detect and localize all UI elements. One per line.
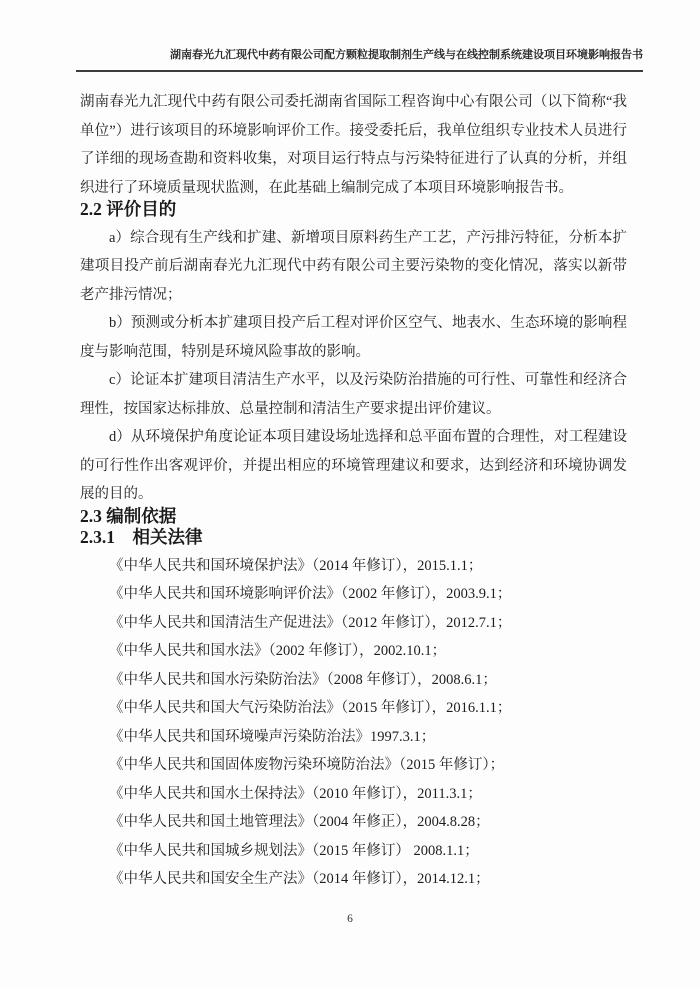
intro-paragraph: 湖南春光九汇现代中药有限公司委托湖南省国际工程咨询中心有限公司（以下简称“我单位”）进行该项目的环境影响评价工作。接受委托后，我单位组织专业技术人员进行了详细的现场查勘和资料收集，对项目运行特点与污染特征进行了认真的分析，并组织进行了环境质量现状监测，在此基础上编制完成了本项目环境影响报告书。	[80, 94, 627, 196]
law-item: 《中华人民共和国环境噪声污染防治法》1997.3.1；	[109, 728, 436, 745]
law-item: 《中华人民共和国大气污染防治法》（2015 年修订），2016.1.1；	[109, 700, 512, 716]
section-2-3-1-heading: 2.3.1 相关法律	[80, 527, 203, 547]
law-item: 《中华人民共和国环境影响评价法》（2002 年修订），2003.9.1；	[109, 586, 512, 602]
section-2-2-heading: 2.2 评价目的	[80, 199, 177, 219]
purpose-item-b: b）预测或分析本扩建项目投产后工程对评价区空气、地表水、生态环境的影响程度与影响范围，特别是环境风险事故的影响。	[80, 315, 627, 360]
page-number: 6	[347, 913, 353, 925]
page-footer	[0, 913, 700, 925]
law-item: 《中华人民共和国安全生产法》（2014 年修订），2014.12.1；	[109, 871, 490, 887]
law-item: 《中华人民共和国水土保持法》（2010 年修订），2011.3.1；	[109, 785, 482, 802]
section-2-3-heading: 2.3 编制依据	[80, 505, 177, 526]
law-item: 《中华人民共和国城乡规划法》（2015 年修订） 2008.1.1；	[109, 842, 479, 859]
document-body	[80, 88, 627, 894]
law-item: 《中华人民共和国水法》（2002 年修订），2002.10.1；	[109, 643, 447, 659]
running-header-title: 湖南春光九汇现代中药有限公司配方颗粒提取制剂生产线与在线控制系统建设项目环境影响报告书	[170, 49, 643, 61]
law-item: 《中华人民共和国清洁生产促进法》（2012 年修订），2012.7.1；	[109, 614, 512, 631]
law-item: 《中华人民共和国固体废物污染环境防治法》（2015 年修订）；	[109, 757, 505, 773]
law-item: 《中华人民共和国土地管理法》（2004 年修正），2004.8.28；	[109, 814, 490, 830]
purpose-item-c: c）论证本扩建项目清洁生产水平，以及污染防治措施的可行性、可靠性和经济合理性，按国家达标排放、总量控制和清洁生产要求提出评价建议。	[80, 372, 627, 417]
law-item: 《中华人民共和国水污染防治法》（2008 年修订），2008.6.1；	[109, 671, 497, 688]
page-header	[76, 0, 643, 72]
header-divider	[76, 70, 643, 72]
purpose-item-d: d）从环境保护角度论证本项目建设场址选择和总平面布置的合理性，对工程建设的可行性作出客观评价，并提出相应的环境管理建议和要求，达到经济和环境协调发展的目的。	[80, 429, 627, 502]
law-item: 《中华人民共和国环境保护法》（2014 年修订），2015.1.1；	[109, 557, 483, 574]
purpose-item-a: a）综合现有生产线和扩建、新增项目原料药生产工艺，产污排污特征，分析本扩建项目投产前后湖南春光九汇现代中药有限公司主要污染物的变化情况，落实以新带老产排污情况；	[80, 229, 627, 303]
